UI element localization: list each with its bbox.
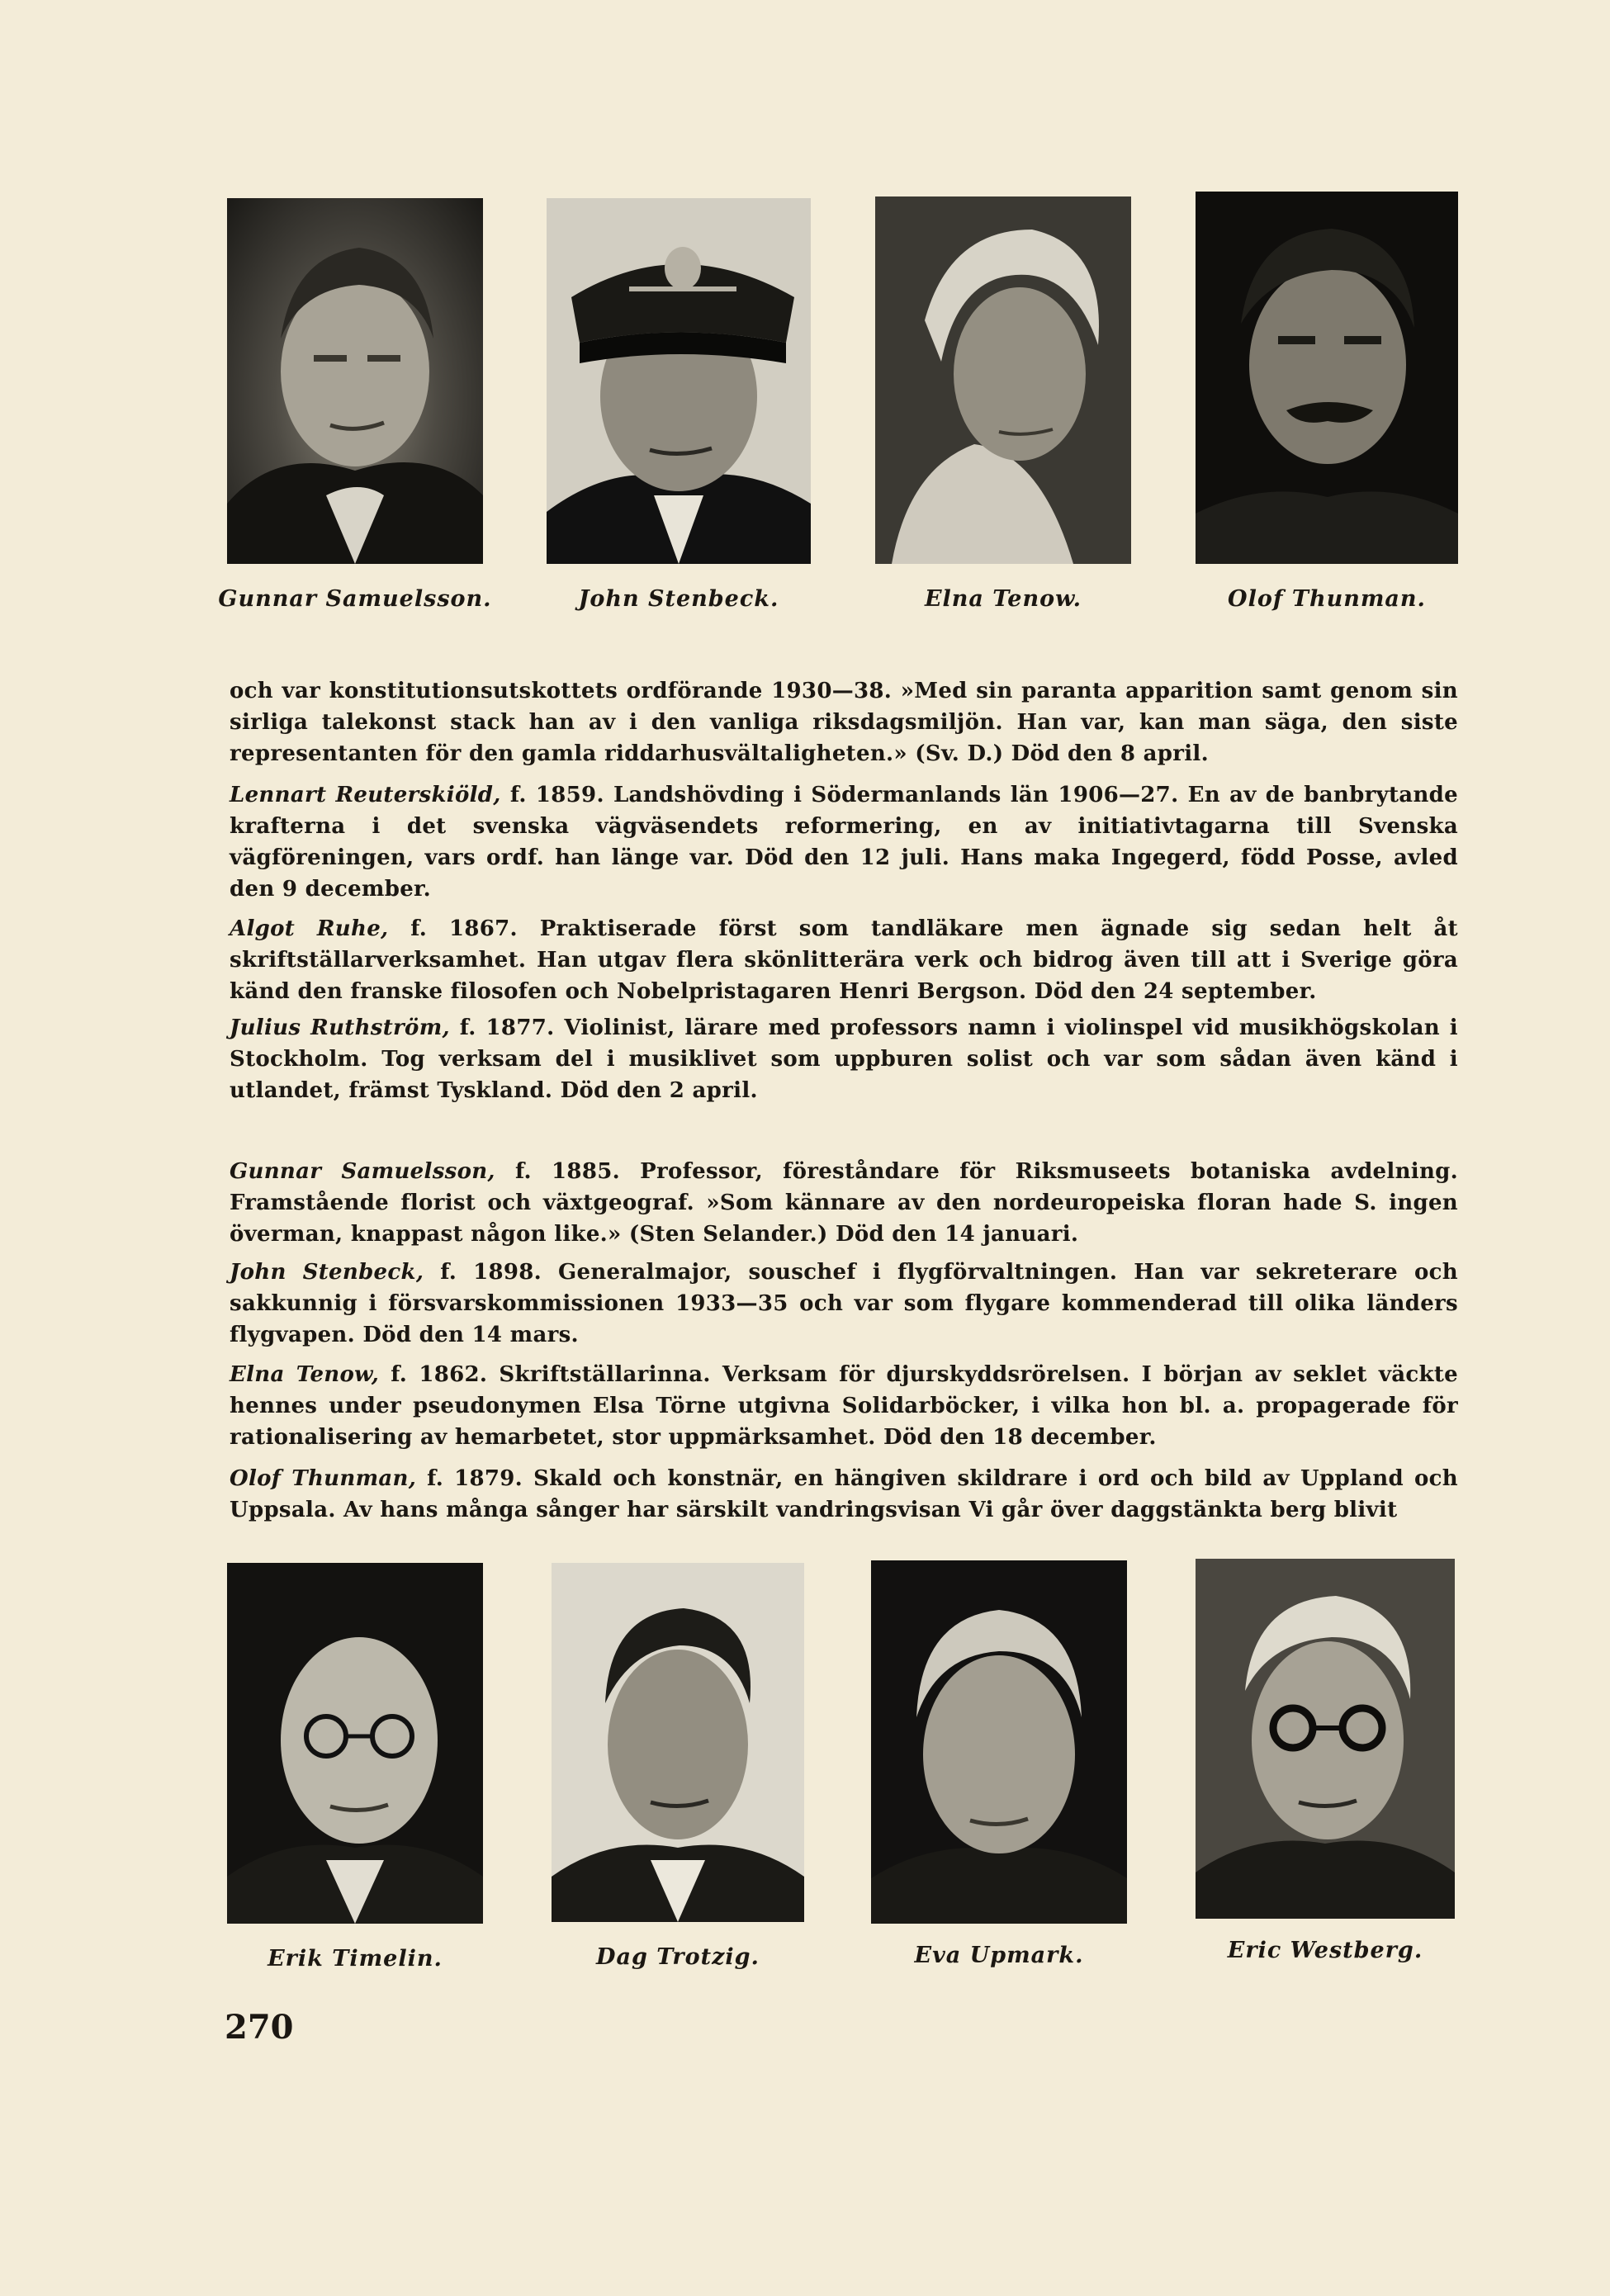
portrait-elna-tenow bbox=[875, 196, 1131, 564]
caption-bottom-3: Eva Upmark. bbox=[914, 1943, 1084, 1968]
caption-bottom-4: Eric Westberg. bbox=[1227, 1938, 1423, 1963]
portrait-gunnar-samuelsson bbox=[227, 198, 483, 564]
portrait-silhouette bbox=[227, 1563, 483, 1924]
portrait-silhouette bbox=[1196, 192, 1458, 564]
bio-name: Julius Ruthström, bbox=[230, 1015, 450, 1040]
portrait-olof-thunman bbox=[1196, 192, 1458, 564]
bio-name: John Stenbeck, bbox=[230, 1260, 424, 1285]
bio-text: och var konstitutionsutskottets ordförande 1930—38. »Med sin paranta apparition samt genom sin sirliga talekonst stack han av i den vanliga riksdagsmiljön. Han var, kan man säga, den siste representanten för den gamla riddarhusvältaligheten.» (Sv. D.) Död den 8 april. bbox=[230, 679, 1458, 766]
bio-paragraph-continued bbox=[230, 675, 1458, 769]
bio-paragraph-samuelsson bbox=[230, 1156, 1458, 1250]
portrait-eric-westberg bbox=[1196, 1559, 1455, 1919]
bio-paragraph-ruthstrom bbox=[230, 1012, 1458, 1106]
portrait-silhouette bbox=[1196, 1559, 1455, 1919]
caption-bottom-2: Dag Trotzig. bbox=[596, 1944, 760, 1970]
caption-top-3: Elna Tenow. bbox=[924, 586, 1082, 612]
portrait-erik-timelin bbox=[227, 1563, 483, 1924]
caption-top-1: Gunnar Samuelsson. bbox=[218, 586, 492, 612]
bio-name: Olof Thunman, bbox=[230, 1466, 417, 1491]
caption-bottom-1: Erik Timelin. bbox=[268, 1946, 443, 1972]
bio-name: Lennart Reuterskiöld, bbox=[230, 783, 501, 807]
bio-text: f. 1867. Praktiserade först som tandläkare men ägnade sig sedan helt åt skriftställarverksamhet. Han utgav flera skönlitterära verk och bidrog även till att i Sverige göra känd den franske filosofen och Nobelpristagaren Henri Bergson. Död den 24 september. bbox=[230, 916, 1458, 1004]
bio-name: Gunnar Samuelsson, bbox=[230, 1159, 495, 1184]
bio-paragraph-reuterskiold bbox=[230, 779, 1458, 905]
bio-text: f. 1859. Landshövding i Södermanlands län 1906—27. En av de banbrytande krafterna i det svenska vägväsendets reformering, en av initiativtagarna till Svenska vägföreningen, vars ordf. han länge var. Död den 12 juli. Hans maka Ingegerd, född Posse, avled den 9 december. bbox=[230, 783, 1458, 902]
bio-paragraph-ruhe bbox=[230, 913, 1458, 1007]
portrait-silhouette bbox=[227, 198, 483, 564]
caption-top-4: Olof Thunman. bbox=[1228, 586, 1426, 612]
bio-text: f. 1877. Violinist, lärare med professors namn i violinspel vid musikhögskolan i Stockholm. Tog verksam del i musiklivet som uppburen solist och var som sådan även känd i utlandet, främst Tyskland. Död den 2 april. bbox=[230, 1015, 1458, 1103]
page-number: 270 bbox=[225, 2008, 294, 2047]
portrait-eva-upmark bbox=[871, 1560, 1127, 1924]
bio-text: f. 1898. Generalmajor, souschef i flygförvaltningen. Han var sekreterare och sakkunnig i försvarskommissionen 1933—35 och var som flygare kommenderad till olika länders flygvapen. Död den 14 mars. bbox=[230, 1260, 1458, 1347]
bio-paragraph-stenbeck bbox=[230, 1257, 1458, 1351]
portrait-silhouette bbox=[875, 196, 1131, 564]
portrait-dag-trotzig bbox=[552, 1563, 804, 1922]
portrait-silhouette bbox=[871, 1560, 1127, 1924]
caption-top-2: John Stenbeck. bbox=[578, 586, 779, 612]
portrait-silhouette bbox=[552, 1563, 804, 1922]
bio-text: f. 1879. Skald och konstnär, en hängiven skildrare i ord och bild av Uppland och Uppsala. Av hans många sånger har särskilt vandringsvisan Vi går över daggstänkta berg blivit bbox=[230, 1466, 1458, 1522]
bio-text: f. 1862. Skriftställarinna. Verksam för djurskyddsrörelsen. I början av seklet väckte hennes under pseudonymen Elsa Törne utgivna Solidarböcker, i vilka hon bl. a. propagerade för rationalisering av hemarbetet, stor uppmärksamhet. Död den 18 december. bbox=[230, 1362, 1458, 1450]
bio-text: f. 1885. Professor, föreståndare för Riksmuseets botaniska avdelning. Framstående florist och växtgeograf. »Som kännare av den nordeuropeiska floran hade S. ingen överman, knappast någon like.» (Sten Selander.) Död den 14 januari. bbox=[230, 1159, 1458, 1247]
bio-paragraph-tenow bbox=[230, 1359, 1458, 1453]
portrait-john-stenbeck bbox=[547, 198, 811, 564]
bio-name: Algot Ruhe, bbox=[230, 916, 389, 941]
bio-name: Elna Tenow, bbox=[230, 1362, 380, 1387]
bio-paragraph-thunman bbox=[230, 1463, 1458, 1526]
portrait-silhouette bbox=[547, 198, 811, 564]
